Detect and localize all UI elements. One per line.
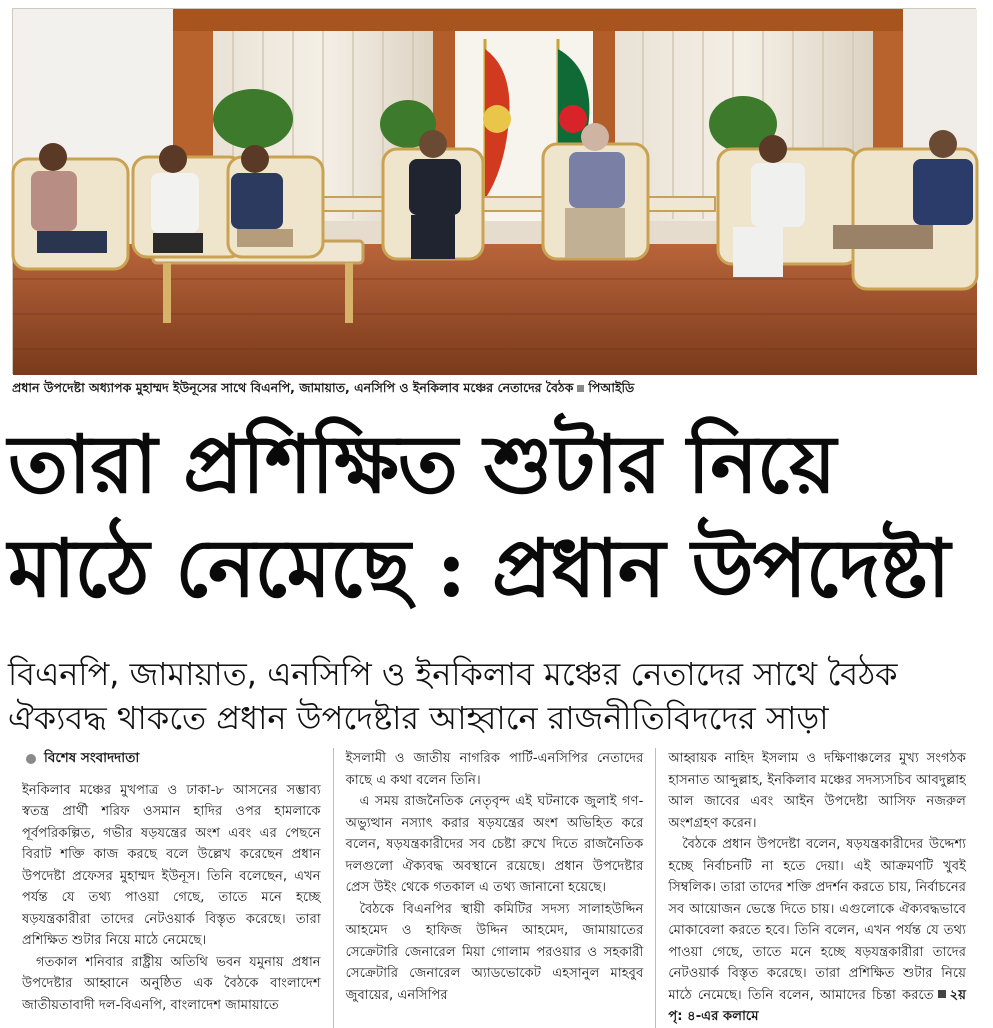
caption-text: প্রধান উপদেষ্টা অধ্যাপক মুহাম্মদ ইউনূসের সাথে বিএনপি, জামায়াত, এনসিপি ও ইনকিলাব মঞ্চের নেতাদের বৈঠক <box>12 380 574 395</box>
headline <box>8 412 978 620</box>
paragraph: গতকাল শনিবার রাষ্ট্রীয় অতিথি ভবন যমুনায় প্রধান উপদেষ্টার আহ্বানে অনুষ্ঠিত এক বৈঠকে বাংলাদেশ জাতীয়তাবাদী দল-বিএনপি, বাংলাদেশ জামায়াতে <box>22 954 321 1013</box>
paragraph-text: বৈঠকে প্রধান উপদেষ্টা বলেন, ষড়যন্ত্রকারীদের উদ্দেশ্য হচ্ছে নির্বাচনটি না হতে দেয়া। এই আক্রমণটি খুবই সিম্বলিক। তারা তাদের শক্তি প্রদর্শন করতে চায়, নির্বাচনের সব আয়োজন ভেস্তে দিতে চায়। এগুলোকে ঐক্যবদ্ধভাবে মোকাবেলা করতে হবে। তিনি বলেন, এখন পর্যন্ত যে তথ্য পাওয়া গেছে, তাতে মনে হচ্ছে ষড়যন্ত্রকারীরা তাদের নেটওয়ার্ক বিস্তৃত করেছে। তারা প্রশিক্ষিত শুটার নিয়ে মাঠে নেমেছে। তিনি বলেন, আমাদের চিন্তা করতে <box>668 837 966 1003</box>
paragraph: ইনকিলাব মঞ্চের মুখপাত্র ও ঢাকা-৮ আসনের সম্ভাব্য স্বতন্ত্র প্রার্থী শরিফ ওসমান হাদির ওপর হামলাকে পূর্বপরিকল্পিত, গভীর ষড়যন্ত্রের অংশ এবং এর পেছনে বিরাট শক্তি কাজ করছে বলে উল্লেখ করেছেন প্রধান উপদেষ্টা প্রফেসর মুহাম্মদ ইউনূস। তিনি বলেছেন, এখন পর্যন্ত যে তথ্য পাওয়া গেছে, তাতে মনে হচ্ছে ষড়যন্ত্রকারীরা তাদের নেটওয়ার্ক বিস্তৃত করেছে। তারা প্রশিক্ষিত শুটার নিয়ে মাঠে নেমেছে। <box>22 782 321 948</box>
paragraph: ইসলামী ও জাতীয় নাগরিক পার্টি-এনসিপির নেতাদের কাছে এ কথা বলেন তিনি। <box>345 751 644 788</box>
article-body <box>10 748 978 1024</box>
photo-credit: পিআইডি <box>588 380 635 395</box>
byline-text: বিশেষ সংবাদদাতা <box>44 750 140 766</box>
subheadlines <box>8 652 978 740</box>
article-column-3 <box>655 748 978 1028</box>
headline-line-1: তারা প্রশিক্ষিত শুটার নিয়ে <box>8 417 836 511</box>
caption-separator-square-icon <box>577 385 584 392</box>
subheadline-1: বিএনপি, জামায়াত, এনসিপি ও ইনকিলাব মঞ্চের নেতাদের সাথে বৈঠক <box>8 655 898 693</box>
paragraph: বৈঠকে বিএনপির স্থায়ী কমিটির সদস্য সালাহউদ্দিন আহমেদ ও হাফিজ উদ্দিন আহমেদ, জামায়াতের সেক্রেটারি জেনারেল মিয়া গোলাম পরওয়ার ও সহকারী সেক্রেটারি জেনারেল অ্যাডভোকেট এহসানুল মাহবুব জুবায়ের, এনসিপির <box>345 901 644 1003</box>
paragraph: আহ্বায়ক নাহিদ ইসলাম ও দক্ষিণাঞ্চলের মুখ্য সংগঠক হাসনাত আব্দুল্লাহ, ইনকিলাব মঞ্চের সদস্যসচিব আবদুল্লাহ আল জাবের এবং আইন উপদেষ্টা আসিফ নজরুল অংশগ্রহণ করেন। <box>668 751 966 831</box>
news-photo <box>12 8 976 374</box>
jump-text: ২য় পৃ: ৪-এর কলামে <box>668 987 966 1024</box>
subheadline-2: ঐক্যবদ্ধ থাকতে প্রধান উপদেষ্টার আহ্বানে রাজনীতিবিদদের সাড়া <box>8 699 829 737</box>
paragraph <box>668 834 966 1028</box>
article-column-1 <box>10 748 333 1028</box>
article-column-2 <box>333 748 656 1028</box>
meeting-photo-illustration <box>13 9 977 375</box>
photo-caption <box>12 380 976 400</box>
paragraph: এ সময় রাজনৈতিক নেতৃবৃন্দ এই ঘটনাকে জুলাই গণ-অভ্যুত্থান নস্যাৎ করার ষড়যন্ত্রের অংশ অভিহিত করে বলেন, ষড়যন্ত্রকারীদের সব চেষ্টা রুখে দিতে রাজনৈতিক দলগুলো ঐক্যবদ্ধ অবস্থানে রয়েছে। প্রধান উপদেষ্টার প্রেস উইং থেকে গতকাল এ তথ্য জানানো হয়েছে। <box>345 794 644 895</box>
byline-bullet-icon <box>26 754 36 764</box>
headline-line-2: মাঠে নেমেছে : প্রধান উপদেষ্টা <box>8 521 950 615</box>
byline <box>22 748 321 770</box>
jump-square-icon <box>938 990 946 998</box>
